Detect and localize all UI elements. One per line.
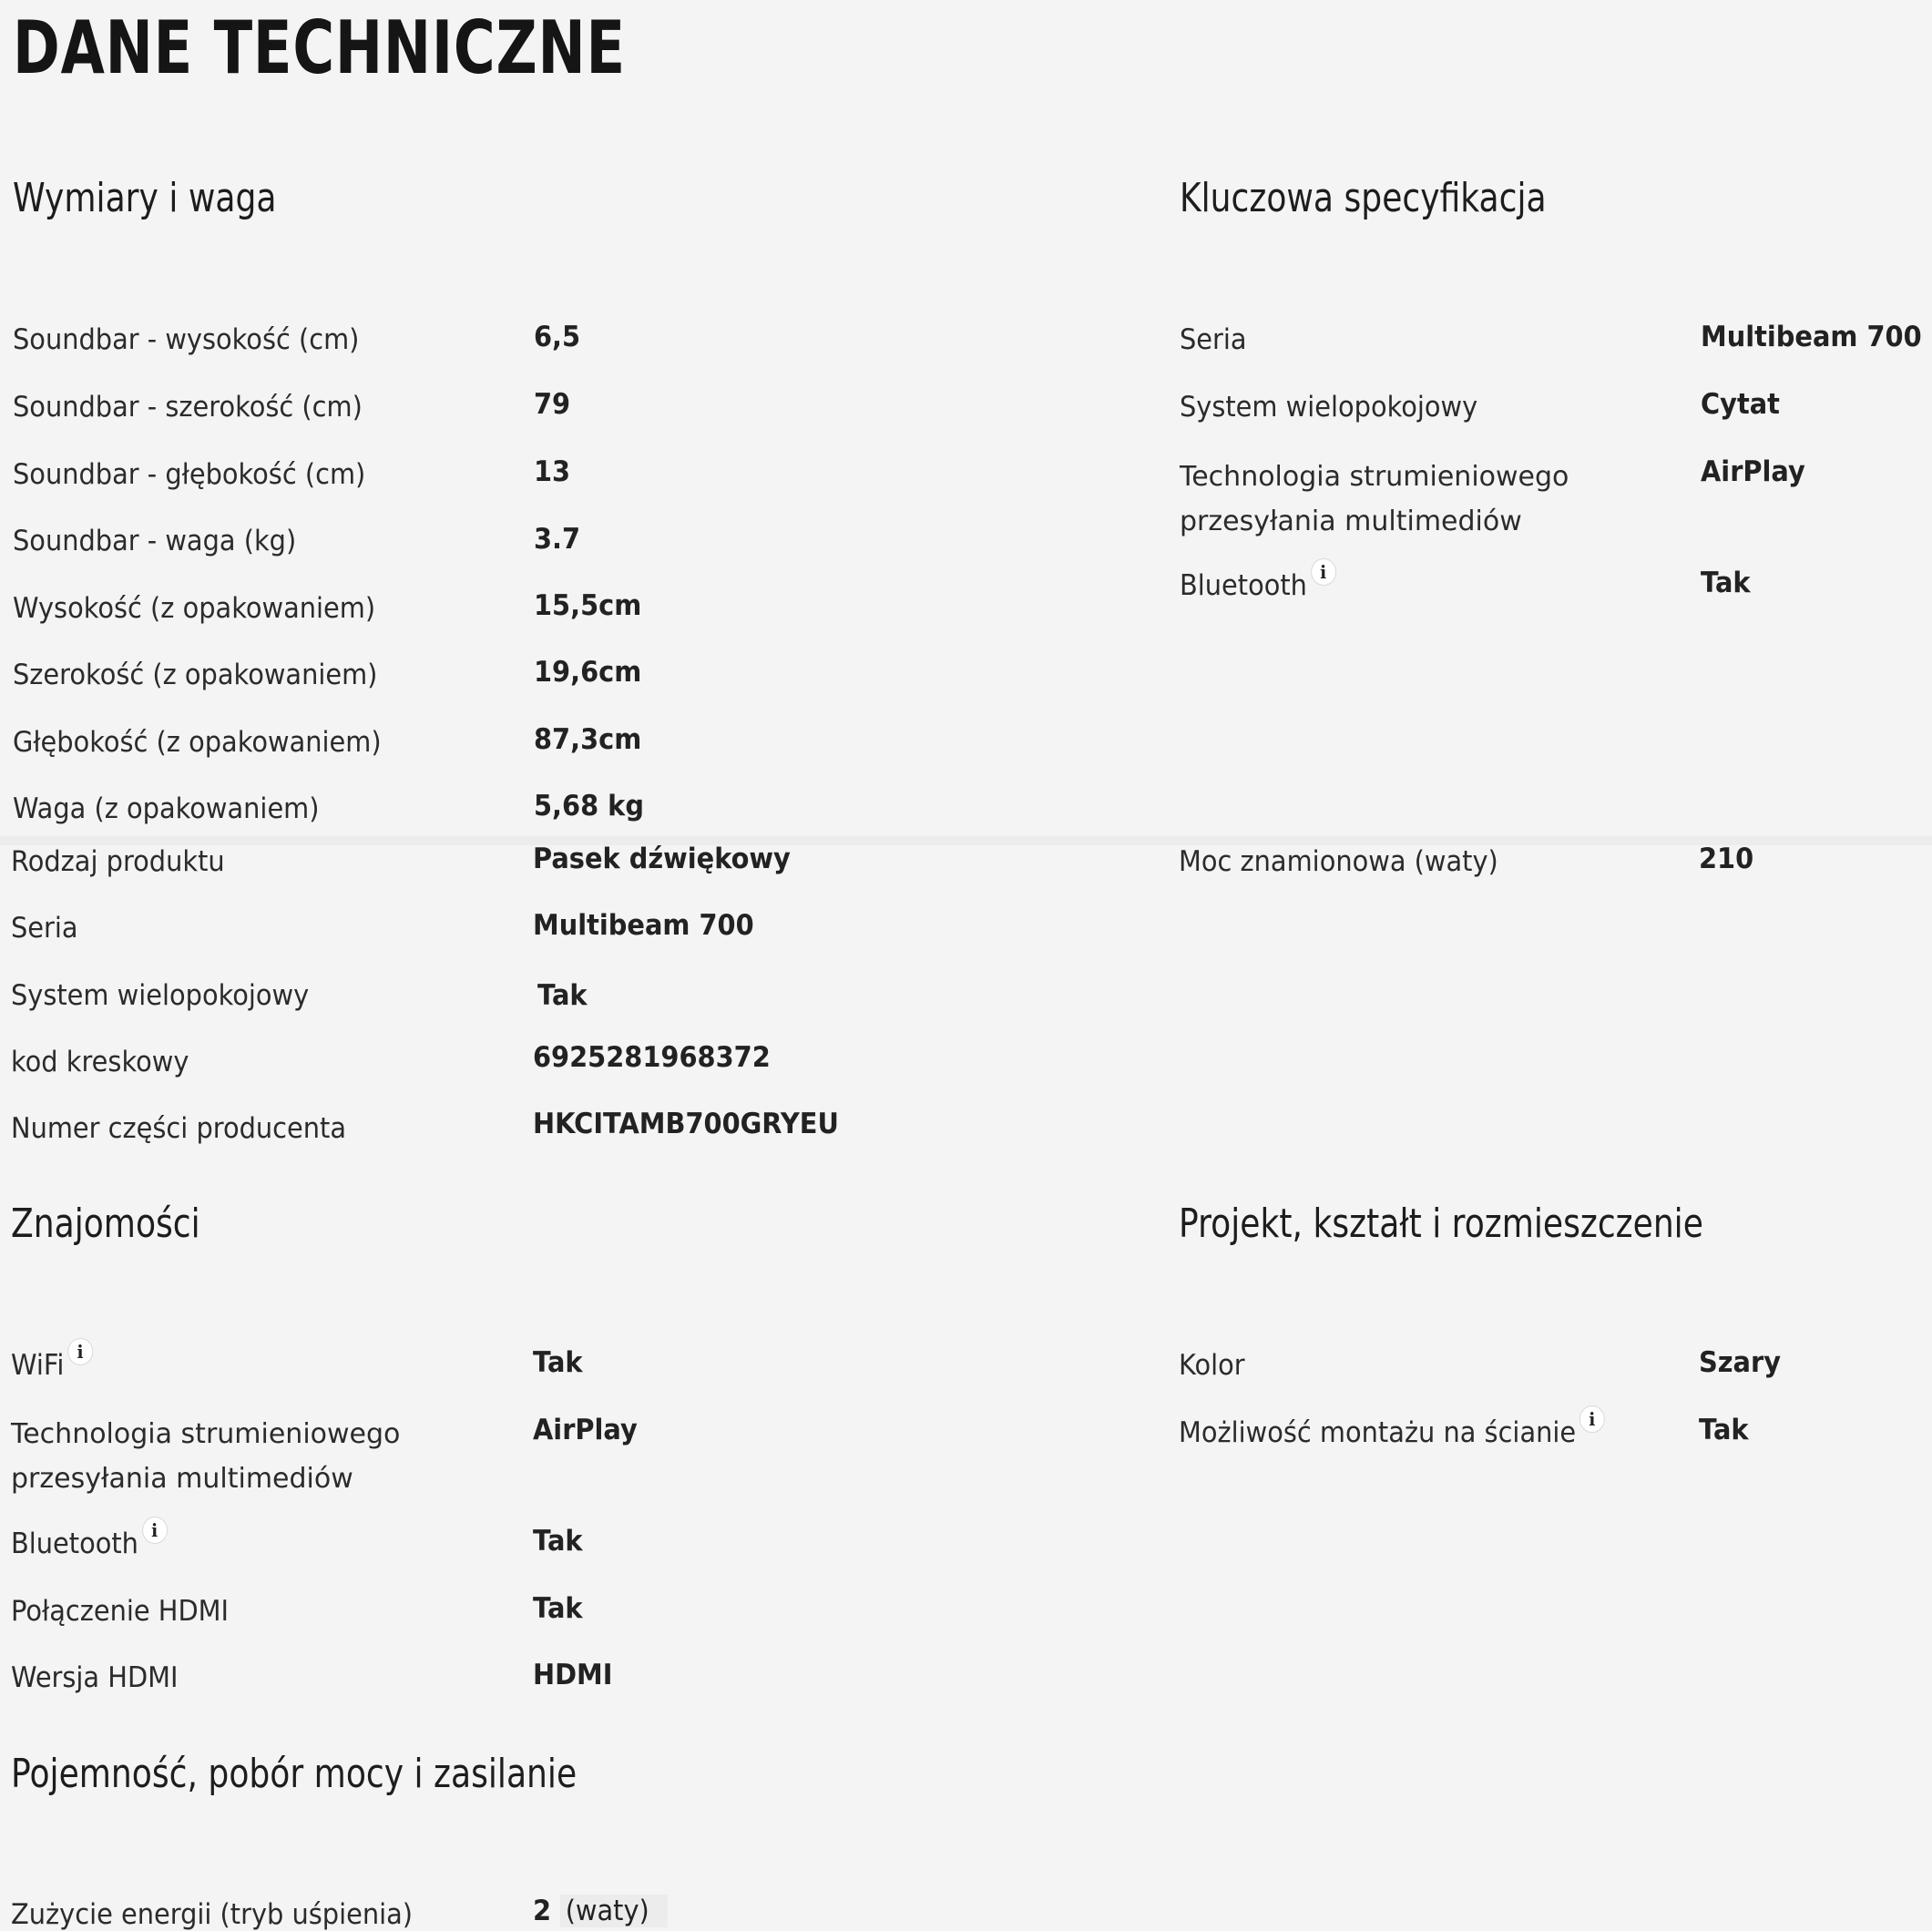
- spec-label-with-info: [1179, 1408, 1605, 1449]
- spec-value: Pasek dźwiękowy: [533, 843, 791, 875]
- spec-label: Soundbar - wysokość (cm): [13, 323, 360, 356]
- spec-label: Technologia strumieniowego przesyłania multimediów: [1180, 461, 1569, 537]
- spec-value: Tak: [533, 1525, 583, 1558]
- spec-label: System wielopokojowy: [1180, 391, 1478, 424]
- spec-value: Multibeam 700: [1701, 321, 1922, 353]
- spec-value: Tak: [533, 1346, 583, 1379]
- spec-label: Soundbar - głębokość (cm): [13, 458, 366, 491]
- spec-value: 210: [1699, 843, 1754, 875]
- spec-value: 3.7: [534, 523, 581, 556]
- spec-value: AirPlay: [533, 1414, 638, 1446]
- spec-value: HDMI: [533, 1659, 613, 1691]
- section-title-connectivity: Znajomości: [11, 1200, 200, 1247]
- spec-label: Soundbar - szerokość (cm): [13, 391, 363, 424]
- spec-label: System wielopokojowy: [11, 979, 310, 1012]
- spec-value: 87,3cm: [534, 723, 642, 756]
- spec-value: Cytat: [1701, 388, 1780, 421]
- spec-label: WiFi: [11, 1349, 65, 1382]
- spec-value: Tak: [533, 1592, 583, 1625]
- section-title-design: Projekt, kształt i rozmieszczenie: [1179, 1200, 1703, 1247]
- spec-value: Tak: [1701, 567, 1751, 599]
- spec-value: 5,68 kg: [534, 790, 644, 822]
- unit-label: (waty): [560, 1895, 668, 1927]
- spec-value: AirPlay: [1701, 455, 1805, 488]
- spec-label: Kolor: [1179, 1349, 1245, 1382]
- spec-value: 13: [534, 455, 571, 488]
- spec-value: 19,6cm: [534, 656, 642, 689]
- info-icon[interactable]: i: [1311, 558, 1336, 586]
- spec-label: Połączenie HDMI: [11, 1595, 230, 1628]
- spec-label: Numer części producenta: [11, 1112, 347, 1145]
- page-title: DANE TECHNICZNE: [13, 5, 626, 90]
- spec-label-with-info: [11, 1519, 168, 1560]
- spec-label: Szerokość (z opakowaniem): [13, 659, 378, 691]
- spec-value: 79: [534, 388, 571, 421]
- spec-value: 15,5cm: [534, 589, 642, 622]
- info-icon[interactable]: i: [1579, 1405, 1605, 1433]
- section-title-key-spec: Kluczowa specyfikacja: [1180, 175, 1547, 221]
- spec-value: HKCITAMB700GRYEU: [533, 1108, 839, 1140]
- section-title-dimensions: Wymiary i waga: [13, 175, 277, 221]
- spec-label: Wysokość (z opakowaniem): [13, 592, 376, 625]
- spec-label: Bluetooth: [1180, 569, 1307, 602]
- info-icon[interactable]: i: [67, 1338, 93, 1365]
- spec-value: Tak: [1699, 1414, 1749, 1446]
- spec-label-with-info: [1180, 561, 1336, 602]
- spec-label: Seria: [11, 912, 78, 945]
- spec-value: 6925281968372: [533, 1041, 771, 1074]
- spec-value: Multibeam 700: [533, 909, 754, 942]
- spec-label: Możliwość montażu na ścianie: [1179, 1416, 1577, 1449]
- spec-label: Bluetooth: [11, 1527, 138, 1560]
- section-divider-band: [0, 836, 1932, 845]
- spec-value-with-unit: [533, 1895, 668, 1927]
- spec-label: Wersja HDMI: [11, 1661, 179, 1694]
- spec-label: Zużycie energii (tryb uśpienia): [11, 1898, 414, 1931]
- spec-value: 2: [533, 1895, 552, 1927]
- spec-label: Soundbar - waga (kg): [13, 525, 297, 557]
- spec-label: Rodzaj produktu: [11, 845, 225, 878]
- spec-label-with-info: [11, 1341, 93, 1382]
- spec-value: Szary: [1699, 1346, 1782, 1379]
- spec-label: kod kreskowy: [11, 1046, 189, 1078]
- spec-label: Technologia strumieniowego przesyłania multimediów: [11, 1418, 401, 1495]
- spec-label: Moc znamionowa (waty): [1179, 845, 1498, 878]
- section-title-capacity: Pojemność, pobór mocy i zasilanie: [11, 1751, 578, 1797]
- spec-label: Seria: [1180, 323, 1247, 356]
- info-icon[interactable]: i: [142, 1517, 168, 1544]
- spec-label: Głębokość (z opakowaniem): [13, 726, 382, 759]
- spec-label: Waga (z opakowaniem): [13, 792, 320, 825]
- spec-value: 6,5: [534, 321, 581, 353]
- spec-value: Tak: [537, 979, 588, 1012]
